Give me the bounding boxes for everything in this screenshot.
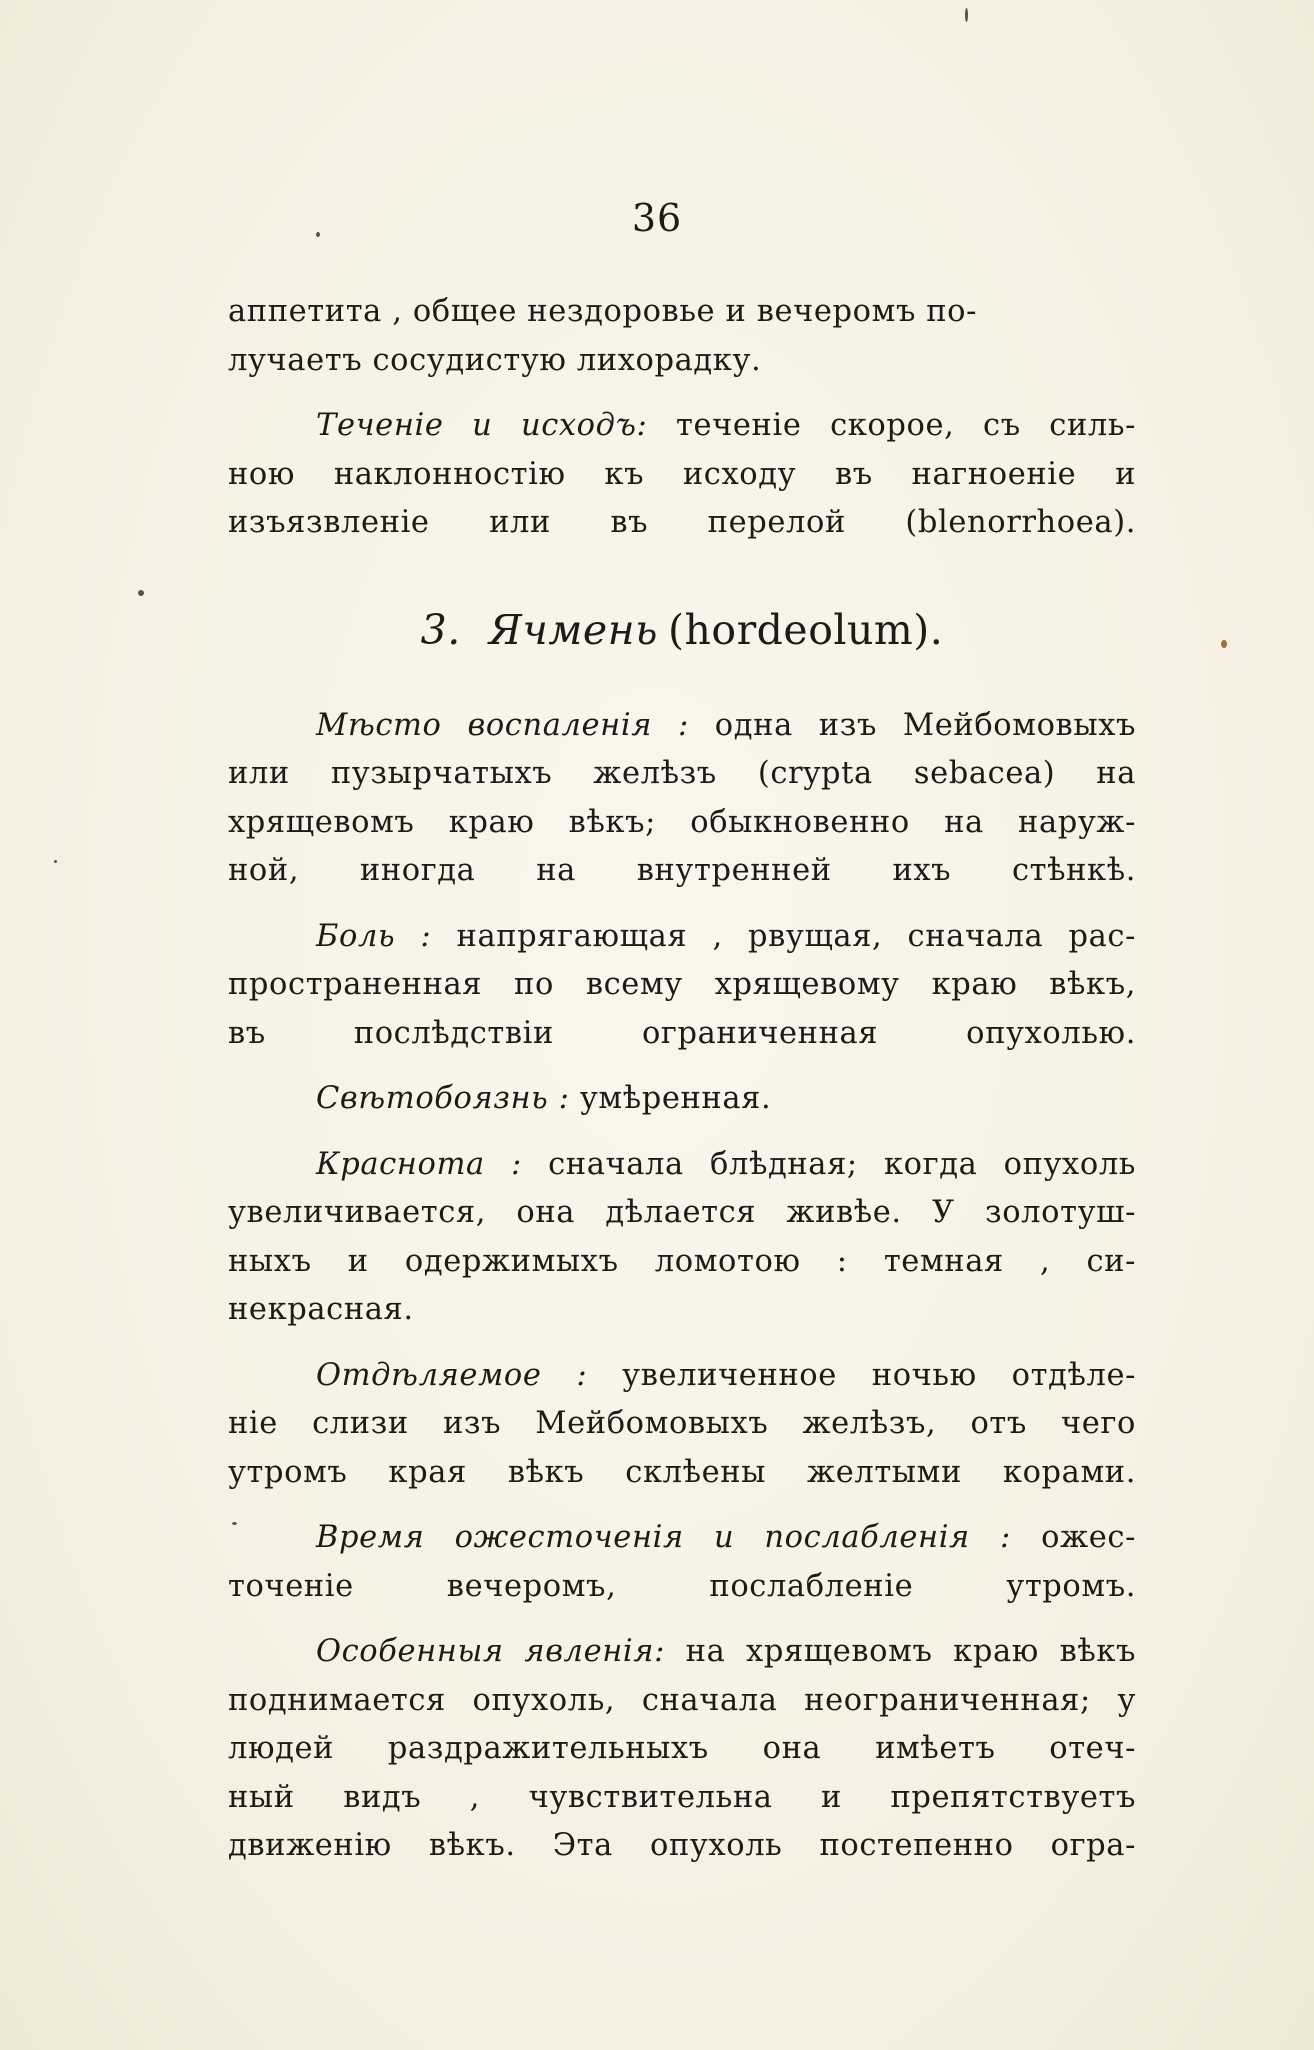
text-line: ныхъ и одержимыхъ ломотою : темная , си- xyxy=(228,1243,1136,1279)
text-line: на хрящевомъ краю вѣкъ xyxy=(685,1634,1136,1669)
text-line: ный видъ , чувствительна и препятствуетъ xyxy=(228,1779,1136,1815)
page-number: 36 xyxy=(631,196,683,240)
text-line: теченіе скорое, съ силь- xyxy=(676,408,1136,443)
text-line: лучаетъ сосудистую лихорадку. xyxy=(228,342,762,378)
text-line: некрасная. xyxy=(228,1292,414,1327)
text-line: въ послѣдствіи ограниченная опухолью. xyxy=(228,1015,1136,1051)
paragraph-continuation xyxy=(228,288,1136,385)
entry-term: Теченіе и исходъ: xyxy=(316,408,648,443)
scan-speck xyxy=(138,590,144,596)
scan-speck xyxy=(54,860,57,863)
page-body xyxy=(228,288,1136,1871)
entry-term: Отдѣляемое : xyxy=(316,1357,588,1393)
text-line: или пузырчатыхъ желѣзъ (crypta sebacea) на xyxy=(228,756,1136,791)
paragraph-special-signs xyxy=(228,1628,1136,1871)
entry-term: Краснота : xyxy=(316,1146,522,1182)
text-line: ніе слизи изъ Мейбомовыхъ желѣзъ, отъ чего xyxy=(228,1406,1136,1441)
text-line: напрягающая , рвущая, сначала рас- xyxy=(456,918,1136,954)
entry-term: Особенныя явленія: xyxy=(316,1634,665,1669)
text-line: утромъ края вѣкъ склѣены желтыми корами. xyxy=(228,1454,1136,1490)
scan-speck xyxy=(1221,640,1227,648)
section-latin-name: (hordeolum). xyxy=(668,605,944,654)
paragraph-photophobia xyxy=(228,1075,1136,1124)
text-line: одна изъ Мейбомовыхъ xyxy=(714,707,1136,743)
entry-term: Мѣсто воспаленія : xyxy=(316,707,689,743)
entry-term: Боль : xyxy=(316,918,432,954)
text-line: поднимается опухоль, сначала неограниченная; у xyxy=(228,1682,1136,1718)
scan-speck xyxy=(965,8,968,22)
section-number: 3. xyxy=(420,605,461,654)
paragraph-discharge xyxy=(228,1352,1136,1498)
paragraph-course-outcome xyxy=(228,402,1136,548)
text-line: ной, иногда на внутренней ихъ стѣнкѣ. xyxy=(228,853,1136,888)
entry-term: Время ожесточенія и послабленія : xyxy=(316,1520,1011,1555)
text-line: умѣренная. xyxy=(579,1081,772,1116)
text-line: аппетита , общее нездоровье и вечеромъ по- xyxy=(228,294,978,329)
text-line: хрящевомъ краю вѣкъ; обыкновенно на наруж- xyxy=(228,804,1136,840)
paragraph-exacerbation xyxy=(228,1514,1136,1611)
paragraph-redness xyxy=(228,1141,1136,1335)
text-line: увеличенное ночью отдѣле- xyxy=(622,1357,1137,1393)
paragraph-site xyxy=(228,702,1136,896)
text-line: ною наклонностію къ исходу въ нагноеніе и xyxy=(228,456,1136,492)
text-line: сначала блѣдная; когда опухоль xyxy=(548,1146,1136,1182)
entry-term: Свѣтобоязнь : xyxy=(316,1081,570,1116)
text-line: ожес- xyxy=(1041,1520,1137,1555)
section-heading xyxy=(228,604,1136,656)
text-line: пространенная по всему хрящевому краю вѣкъ, xyxy=(228,967,1136,1002)
text-line: изъязвленіе или въ перелой (blenorrhoea). xyxy=(228,505,1136,540)
text-line: точеніе вечеромъ, послабленіе утромъ. xyxy=(228,1568,1136,1604)
paragraph-pain xyxy=(228,913,1136,1059)
text-line: людей раздражительныхъ она имѣетъ отеч- xyxy=(228,1731,1136,1766)
text-line: движенію вѣкъ. Эта опухоль постепенно огра- xyxy=(228,1828,1136,1863)
text-line: увеличивается, она дѣлается живѣе. У золотуш- xyxy=(228,1195,1136,1230)
section-title: Ячмень xyxy=(488,605,658,654)
